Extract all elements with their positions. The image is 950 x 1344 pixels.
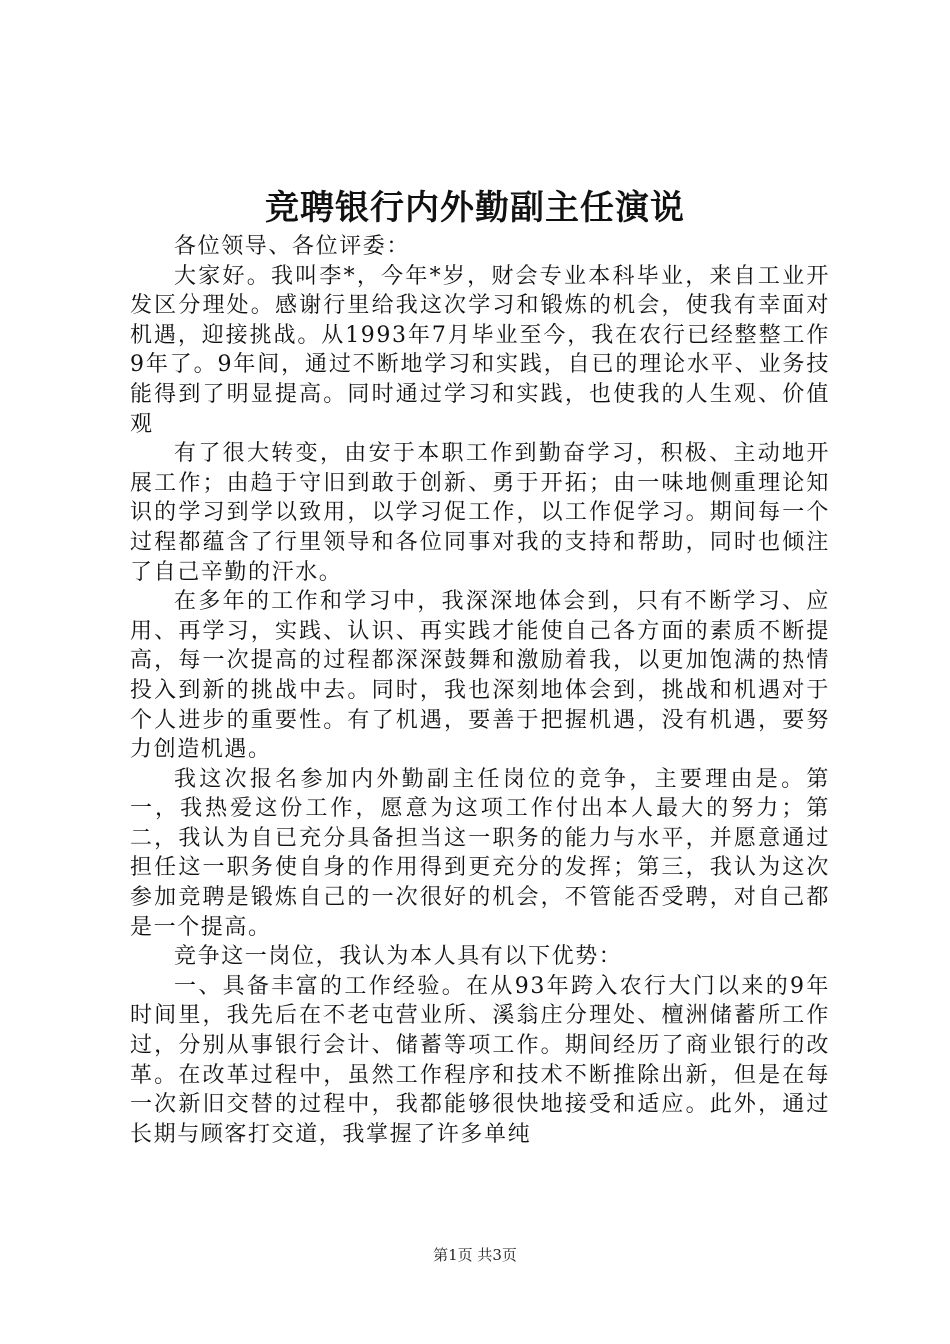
- page-footer: 第1页 共3页: [433, 1246, 517, 1264]
- document-body: [130, 232, 830, 1149]
- body-paragraph: 竞争这一岗位，我认为本人具有以下优势：: [174, 944, 623, 970]
- salutation-paragraph: 各位领导、各位评委：: [174, 234, 411, 259]
- body-paragraph: 一、具备丰富的工作经验。在从93年跨入农行大门以来的9年时间里，我先后在不老屯营业所、溪翁庄分理处、檀洲储蓄所工作过，分别从事银行会计、储蓄等项工作。期间经历了商业银行的改革。在改革过程中，虽然工作程序和技术不断推除出新，但是在每一次新旧交替的过程中，我都能够很快地接受和适应。此外，通过长期与顾客打交道，我掌握了许多单纯: [130, 973, 830, 1147]
- document-title: 竞聘银行内外勤副主任演说: [265, 188, 685, 228]
- body-paragraph: 我这次报名参加内外勤副主任岗位的竞争，主要理由是。第一，我热爱这份工作，愿意为这项工作付出本人最大的努力；第二，我认为自已充分具备担当这一职务的能力与水平，并愿意通过担任这一职务使自身的作用得到更充分的发挥；第三，我认为这次参加竞聘是锻炼自己的一次很好的机会，不管能否受聘，对自己都是一个提高。: [130, 766, 830, 940]
- body-paragraph: 有了很大转变，由安于本职工作到勤奋学习，积极、主动地开展工作；由趋于守旧到敢于创新、勇于开拓；由一味地侧重理论知识的学习到学以致用，以学习促工作，以工作促学习。期间每一个过程都蕴含了行里领导和各位同事对我的支持和帮助，同时也倾注了自己辛勤的汗水。: [130, 441, 830, 585]
- body-paragraph: 在多年的工作和学习中，我深深地体会到，只有不断学习、应用、再学习，实践、认识、再实践才能使自己各方面的素质不断提高，每一次提高的过程都深深鼓舞和激励着我，以更加饱满的热情投入到新的挑战中去。同时，我也深刻地体会到，挑战和机遇对于个人进步的重要性。有了机遇，要善于把握机遇，没有机遇，要努力创造机遇。: [130, 589, 830, 763]
- body-paragraph: 大家好。我叫李*，今年*岁，财会专业本科毕业，来自工业开发区分理处。感谢行里给我这次学习和锻炼的机会，使我有幸面对机遇，迎接挑战。从1993年7月毕业至今，我在农行已经整整工作9年了。9年间，通过不断地学习和实践，自已的理论水平、业务技能得到了明显提高。同时通过学习和实践，也使我的人生观、价值观: [130, 263, 830, 437]
